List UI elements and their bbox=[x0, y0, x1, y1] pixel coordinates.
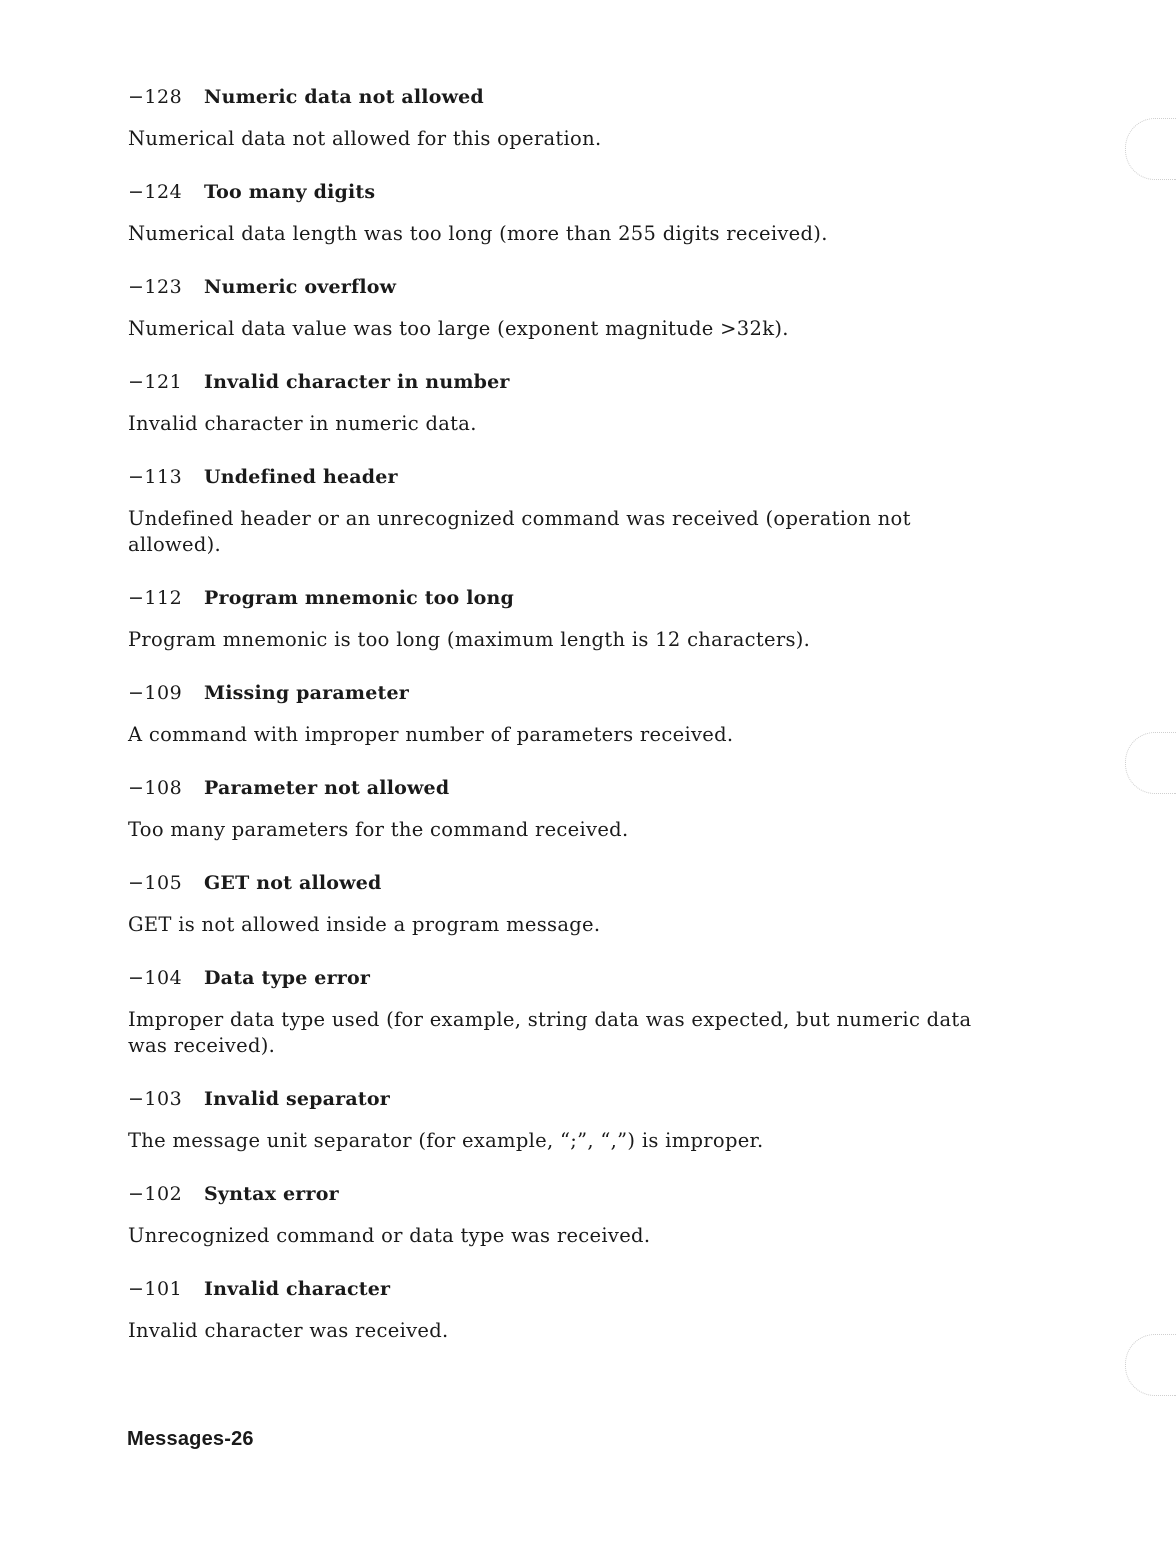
error-title: Missing parameter bbox=[204, 682, 409, 704]
error-title: Too many digits bbox=[204, 181, 376, 203]
error-entry-header bbox=[128, 464, 988, 490]
error-description: The message unit separator (for example, “;”, “,”) is improper. bbox=[128, 1129, 764, 1152]
error-title: Program mnemonic too long bbox=[204, 587, 515, 609]
error-entry bbox=[128, 369, 988, 437]
error-entry bbox=[128, 1181, 988, 1249]
error-title: Data type error bbox=[204, 967, 371, 989]
error-description: A command with improper number of parameters received. bbox=[128, 723, 734, 746]
error-entry bbox=[128, 1086, 988, 1154]
error-description: Program mnemonic is too long (maximum length is 12 characters). bbox=[128, 628, 811, 651]
error-entry-header bbox=[128, 680, 988, 706]
error-entry-header bbox=[128, 274, 988, 300]
error-entry-header bbox=[128, 179, 988, 205]
error-entry bbox=[128, 1276, 988, 1344]
error-description: Numerical data value was too large (exponent magnitude >32k). bbox=[128, 317, 789, 340]
error-description: Numerical data not allowed for this operation. bbox=[128, 127, 602, 150]
error-message-list bbox=[128, 84, 988, 1371]
error-title: Invalid character in number bbox=[204, 371, 510, 393]
error-entry-header bbox=[128, 84, 988, 110]
error-description: Invalid character was received. bbox=[128, 1319, 449, 1342]
binder-hole-mark bbox=[1125, 1334, 1176, 1396]
error-entry-header bbox=[128, 1276, 988, 1302]
error-entry-header bbox=[128, 585, 988, 611]
error-description: Invalid character in numeric data. bbox=[128, 412, 477, 435]
error-entry bbox=[128, 680, 988, 748]
error-title: Invalid character bbox=[204, 1278, 391, 1300]
error-entry-header bbox=[128, 870, 988, 896]
error-code: −105 bbox=[128, 872, 183, 894]
error-title: GET not allowed bbox=[204, 872, 382, 894]
error-entry bbox=[128, 870, 988, 938]
error-entry bbox=[128, 775, 988, 843]
error-code: −101 bbox=[128, 1278, 183, 1300]
error-code: −124 bbox=[128, 181, 183, 203]
error-code: −103 bbox=[128, 1088, 183, 1110]
error-entry-header bbox=[128, 775, 988, 801]
error-entry bbox=[128, 179, 988, 247]
error-description: Undefined header or an unrecognized command was received (operation not allowed). bbox=[128, 507, 911, 556]
error-entry-header bbox=[128, 965, 988, 991]
error-entry-header bbox=[128, 1086, 988, 1112]
error-description: Too many parameters for the command received. bbox=[128, 818, 629, 841]
error-code: −109 bbox=[128, 682, 183, 704]
page-footer-label: Messages-26 bbox=[127, 1428, 254, 1450]
error-title: Parameter not allowed bbox=[204, 777, 450, 799]
error-entry bbox=[128, 464, 988, 558]
error-entry bbox=[128, 84, 988, 152]
error-code: −121 bbox=[128, 371, 183, 393]
error-title: Undefined header bbox=[204, 466, 398, 488]
error-entry bbox=[128, 274, 988, 342]
error-code: −123 bbox=[128, 276, 183, 298]
error-code: −112 bbox=[128, 587, 183, 609]
error-description: Improper data type used (for example, string data was expected, but numeric data was received). bbox=[128, 1008, 972, 1057]
error-description: Numerical data length was too long (more than 255 digits received). bbox=[128, 222, 828, 245]
error-code: −102 bbox=[128, 1183, 183, 1205]
binder-hole-mark bbox=[1125, 732, 1176, 794]
binder-hole-mark bbox=[1125, 118, 1176, 180]
error-code: −104 bbox=[128, 967, 183, 989]
error-code: −113 bbox=[128, 466, 183, 488]
error-entry bbox=[128, 585, 988, 653]
error-description: Unrecognized command or data type was received. bbox=[128, 1224, 651, 1247]
error-title: Invalid separator bbox=[204, 1088, 390, 1110]
error-title: Numeric data not allowed bbox=[204, 86, 484, 108]
error-code: −128 bbox=[128, 86, 183, 108]
error-entry bbox=[128, 965, 988, 1059]
error-code: −108 bbox=[128, 777, 183, 799]
error-title: Numeric overflow bbox=[204, 276, 397, 298]
error-title: Syntax error bbox=[204, 1183, 339, 1205]
error-entry-header bbox=[128, 369, 988, 395]
error-entry-header bbox=[128, 1181, 988, 1207]
error-description: GET is not allowed inside a program message. bbox=[128, 913, 601, 936]
